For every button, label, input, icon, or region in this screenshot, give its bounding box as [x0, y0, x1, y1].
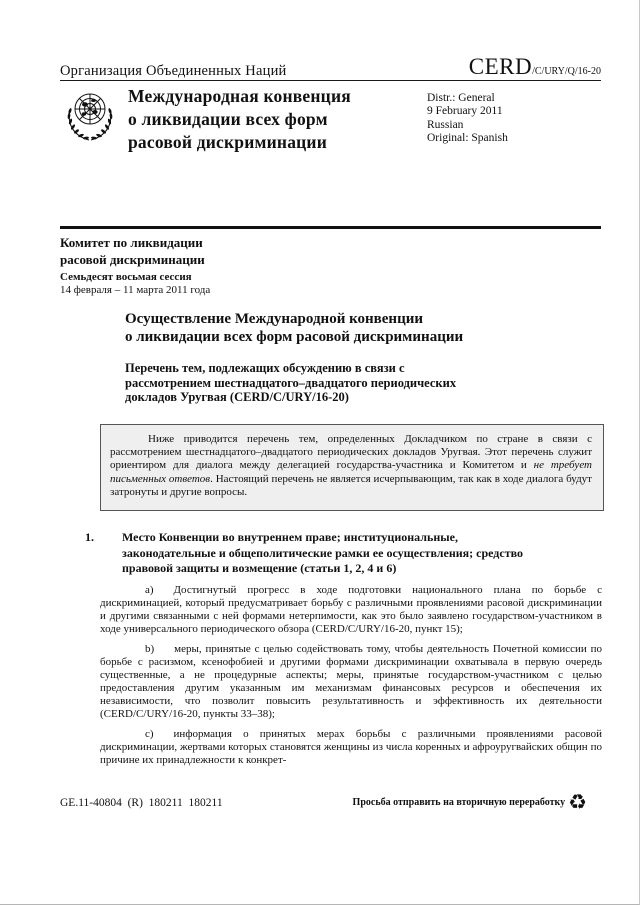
- convention-title-line: Международная конвенция: [128, 86, 351, 106]
- committee-block: [60, 234, 210, 297]
- list-item-b: [100, 643, 602, 721]
- recycle-icon: ♻: [568, 790, 587, 814]
- document-subtitle-line: Перечень тем, подлежащих обсуждению в связи с: [125, 361, 405, 375]
- convention-title-line: о ликвидации всех форм: [128, 109, 328, 129]
- language-line: Russian: [427, 118, 464, 131]
- document-title-line: о ликвидации всех форм расовой дискриминации: [125, 329, 464, 345]
- document-subtitle: [125, 361, 456, 405]
- document-title-line: Осуществление Международной конвенции: [125, 311, 424, 327]
- section-heading-text: [122, 530, 584, 577]
- document-symbol-small: /C/URY/Q/16-20: [532, 66, 601, 77]
- summary-text-part2: . Настоящий перечень не является исчерпывающим, так как в ходе диалога будут затронуты и другие вопросы.: [110, 472, 592, 498]
- summary-box: [100, 424, 604, 511]
- item-text: информация о принятых мерах борьбы с различными проявлениями расовой дискриминации, жертвами которых становятся женщины из числа коренных и афроуругвайских общин по причине их принадлежности к конкрет-: [100, 727, 602, 766]
- item-letter: a): [145, 583, 154, 596]
- distr-line: Distr.: General: [427, 92, 495, 104]
- original-line: Original: Spanish: [427, 132, 508, 145]
- summary-text-part1: Ниже приводится перечень тем, определенных Докладчиком по стране в связи с рассмотрением шестнадцатого–двадцатого периодических докладов Уругвая. Этот перечень служит ориентиром для диалога между делегацией государства-участника и Комитетом и: [110, 433, 592, 472]
- section-heading-line: правовой защиты и возмещение (статьи 1, 2, 4 и 6): [122, 561, 397, 575]
- un-emblem-icon: [61, 84, 119, 144]
- distribution-block: [427, 92, 508, 146]
- footer-recycle-note: [353, 792, 587, 813]
- date-line: 9 February 2011: [427, 105, 503, 118]
- document-title: [125, 310, 463, 346]
- committee-name-line: Комитет по ликвидации: [60, 235, 203, 250]
- un-emblem-svg: [61, 84, 119, 144]
- header-row: [60, 54, 601, 80]
- section-1-paragraphs: [100, 584, 602, 767]
- document-subtitle-line: рассмотрением шестнадцатого–двадцатого периодических: [125, 375, 457, 390]
- committee-name-line: расовой дискриминации: [60, 252, 205, 267]
- summary-text: [110, 433, 592, 499]
- document-symbol: [469, 54, 601, 80]
- section-1: [85, 530, 604, 767]
- item-text: меры, принятые с целью содействовать тому, чтобы деятельность Почетной комиссии по борьбе с расизмом, ксенофобией и другими формами дискриминации охватывала в первую очередь существенные, а не процедурные аспекты; меры, принятые государством-участником с целью предоставления другим указанным им механизмам финансовых ресурсов и обеспечения их независимости, что позволит повысить результативность и эффективность их деятельности (CERD/C/URY/16-20, пункты 33–38);: [100, 642, 602, 720]
- document-subtitle-line: докладов Уругвая (CERD/C/URY/16-20): [125, 390, 349, 404]
- list-item-c: [100, 728, 602, 767]
- header-rule: [60, 80, 601, 81]
- item-letter: c): [145, 727, 154, 740]
- list-item-a: [100, 584, 602, 636]
- convention-title-line: расовой дискриминации: [128, 132, 327, 152]
- convention-title: [128, 85, 351, 154]
- section-1-heading: [85, 530, 604, 577]
- session-label: Семьдесят восьмая сессия: [60, 271, 192, 283]
- document-symbol-large: CERD: [468, 54, 533, 79]
- org-name: Организация Объединенных Наций: [60, 63, 287, 79]
- recycle-note-text: Просьба отправить на вторичную переработку: [352, 797, 566, 808]
- section-heading-line: законодательные и общеполитические рамки ее осуществления; средство: [122, 545, 523, 560]
- summary-text-italic: не требует письменных ответов: [110, 459, 592, 485]
- footer-doc-code: GE.11-40804 (R) 180211 180211: [60, 797, 223, 809]
- session-dates: 14 февраля – 11 марта 2011 года: [60, 284, 211, 296]
- item-letter: b): [145, 642, 155, 655]
- masthead-rule: [60, 226, 601, 229]
- section-heading-line: Место Конвенции во внутреннем праве; институциональные,: [122, 530, 458, 544]
- item-text: Достигнутый прогресс в ходе подготовки национального плана по борьбе с дискриминацией, который предусматривает борьбу с различными проявлениями расовой дискриминации и другими связанными с ней формами нетерпимости, как это было заявлено государством-участником в ходе универсального периодического обзора (CERD/C/URY/16-20, пункт 15);: [100, 583, 602, 635]
- section-number: 1.: [85, 530, 94, 544]
